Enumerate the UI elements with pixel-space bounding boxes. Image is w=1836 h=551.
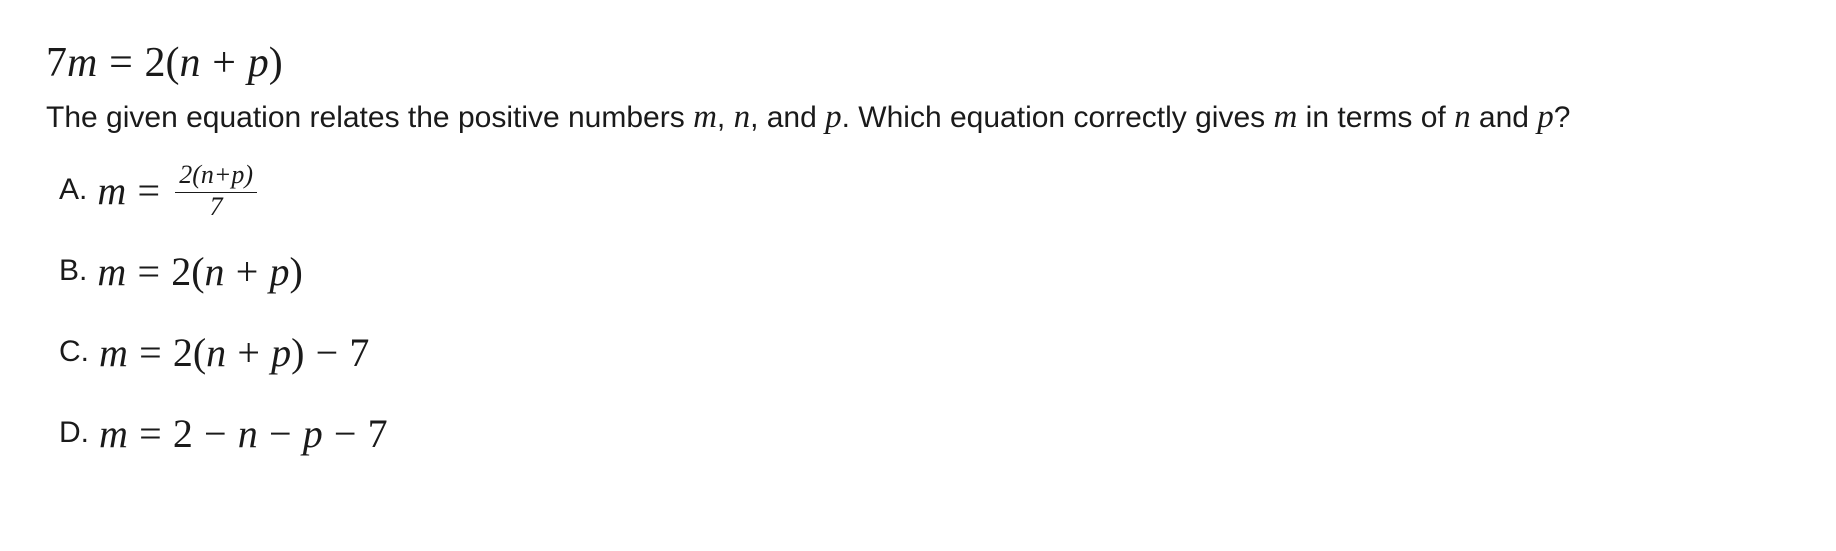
choice-a-denominator: 7 <box>209 191 223 221</box>
question-part-2: . Which equation correctly gives <box>841 101 1274 134</box>
choice-d-var-m: m <box>99 410 128 456</box>
question-var-m-2: m <box>1273 99 1298 135</box>
given-equation <box>46 36 283 89</box>
choice-d-constant-1: 2 <box>172 410 193 456</box>
choice-d-var-n: n <box>237 410 258 456</box>
question-var-m: m <box>693 99 717 135</box>
choice-a-equals: = <box>137 167 160 213</box>
answer-choice-a[interactable] <box>59 160 257 220</box>
question-part-5: ? <box>1553 101 1571 134</box>
question-var-n-2: n <box>1454 99 1471 135</box>
question-var-p-2: p <box>1537 99 1554 135</box>
choice-d-minus-1: − <box>204 410 227 456</box>
choice-b-expression <box>97 248 302 295</box>
equation-var-n: n <box>179 40 201 86</box>
choice-a-letter: A. <box>59 173 88 206</box>
question-var-p: p <box>825 99 842 135</box>
equation-lhs-coefficient: 7 <box>46 40 67 86</box>
choice-d-constant-2: 7 <box>367 410 388 456</box>
choice-d-equals: = <box>139 410 162 456</box>
choice-c-plus: + <box>237 329 260 375</box>
choice-d-letter: D. <box>59 416 89 449</box>
equation-close-paren: ) <box>268 40 283 86</box>
choice-c-constant: 7 <box>349 329 370 375</box>
equation-open-paren: ( <box>165 40 180 86</box>
question-part-4: and <box>1470 101 1538 134</box>
choice-b-var-p: p <box>269 248 290 294</box>
choice-c-coefficient: 2 <box>172 329 193 375</box>
choice-c-var-p: p <box>271 329 292 375</box>
choice-c-letter: C. <box>59 335 89 368</box>
equation-var-p: p <box>247 40 269 86</box>
choice-c-equals: = <box>139 329 162 375</box>
equation-equals: = <box>109 40 133 86</box>
choice-d-minus-3: − <box>333 410 357 456</box>
choice-a-expression <box>97 160 257 221</box>
answer-choice-b[interactable] <box>59 241 303 301</box>
answer-choice-c[interactable] <box>59 322 369 382</box>
choice-b-var-m: m <box>97 248 127 294</box>
choice-c-var-n: n <box>206 329 227 375</box>
choice-b-coefficient: 2 <box>171 248 192 294</box>
choice-c-close-paren: ) <box>291 329 305 375</box>
question-text <box>46 97 1570 138</box>
choice-b-equals: = <box>137 248 160 294</box>
choice-d-expression <box>99 410 388 457</box>
equation-lhs-variable: m <box>67 40 98 86</box>
question-sep-2: , and <box>750 101 826 134</box>
choice-b-close-paren: ) <box>289 248 303 294</box>
choice-b-letter: B. <box>59 254 88 287</box>
choice-a-var-m: m <box>97 167 127 213</box>
choice-b-open-paren: ( <box>191 248 205 294</box>
choice-a-numerator: 2(n+p) <box>175 160 257 193</box>
choice-b-var-n: n <box>204 248 225 294</box>
choice-b-plus: + <box>235 248 259 294</box>
answer-choice-d[interactable] <box>59 403 388 463</box>
choice-c-expression <box>99 329 369 376</box>
equation-plus: + <box>212 40 236 86</box>
question-part-3: in terms of <box>1297 101 1455 134</box>
choice-c-var-m: m <box>99 329 128 375</box>
question-part-1: The given equation relates the positive numbers <box>46 101 694 134</box>
choice-c-open-paren: ( <box>192 329 207 375</box>
question-var-n: n <box>733 99 751 135</box>
choice-d-minus-2: − <box>268 410 292 456</box>
choice-d-var-p: p <box>302 410 323 456</box>
choice-c-minus: − <box>315 329 339 375</box>
choice-a-fraction <box>175 160 257 221</box>
equation-rhs-coefficient: 2 <box>144 40 166 86</box>
question-sep-1: , <box>716 101 734 134</box>
